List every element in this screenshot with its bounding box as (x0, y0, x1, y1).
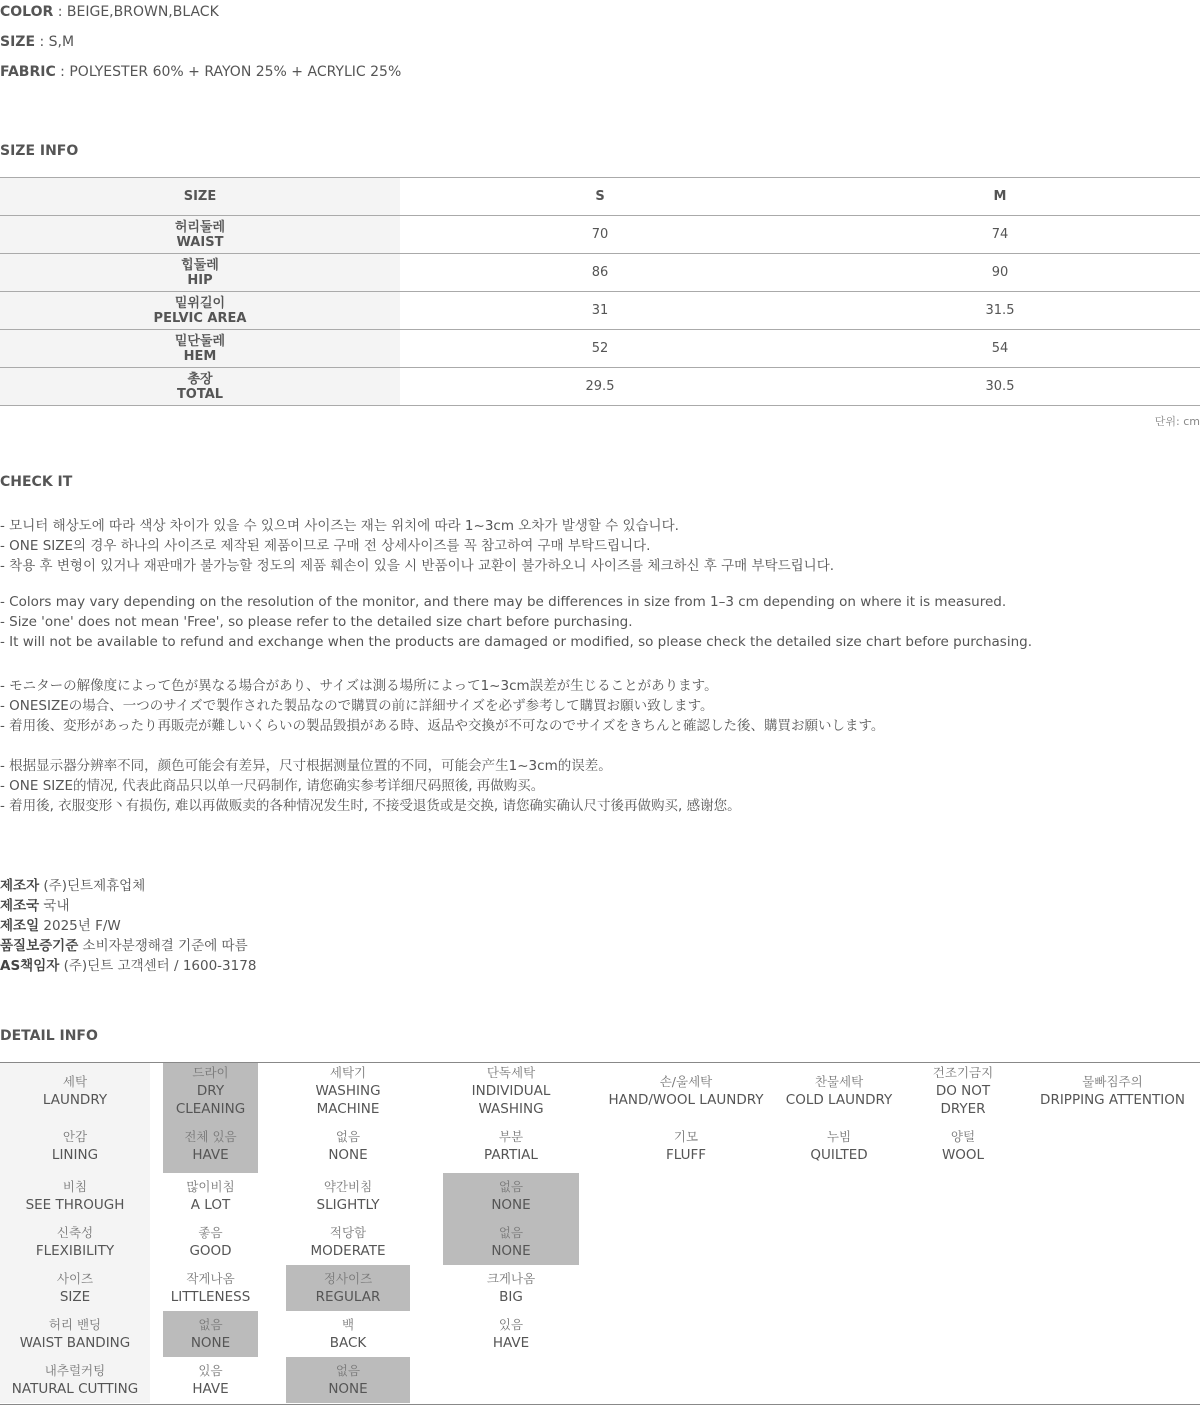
detail-option-kr: 세탁기 (329, 1064, 367, 1080)
maker-label: 제조일 (0, 918, 40, 934)
detail-option-kr: 좋음 (198, 1225, 223, 1240)
detail-row-label (0, 1311, 150, 1357)
check-it-title: CHECK IT (0, 474, 73, 490)
detail-option-en: PARTIAL (484, 1146, 538, 1163)
spec-size (0, 34, 74, 50)
detail-option (783, 1063, 895, 1118)
check-line: - ONE SIZE的情况, 代表此商品只以单一尺码制作, 请您确实参考详细尺码照後, 再做购买。 (0, 778, 545, 794)
unit-note: 단위: cm (1154, 415, 1200, 428)
measure-kr: 밑위길이 (174, 295, 226, 311)
measure-value: 86 (400, 254, 800, 292)
maker-line (0, 914, 121, 934)
detail-option-kr: 정사이즈 (323, 1271, 373, 1286)
spec-fabric (0, 64, 401, 80)
detail-option (163, 1063, 258, 1118)
detail-label-kr: 세탁 (62, 1073, 88, 1089)
measure-label (0, 216, 400, 254)
check-line: - Size 'one' does not mean 'Free', so please refer to the detailed size chart before purchasing. (0, 614, 633, 630)
detail-option-kr: 없음 (335, 1363, 361, 1378)
spec-label: COLOR (0, 4, 54, 20)
detail-option-en: HAVE (492, 1335, 530, 1351)
size-col-s: S (400, 178, 800, 216)
check-line: - モニターの解像度によって色が異なる場合があり、サイズは測る場所によって1~3cm誤差が生じることがあります。 (0, 678, 718, 694)
check-line: - 着用後、変形があったり再販売が難しいくらいの製品毀損がある時、返品や交換が不可なのでサイズをきちんと確認した後、購買お願いします。 (0, 718, 885, 734)
measure-label (0, 368, 400, 406)
detail-option-en: INDIVIDUAL WASHING (471, 1082, 551, 1117)
detail-option-kr: 없음 (198, 1317, 223, 1332)
spec-color (0, 4, 219, 20)
measure-kr: 힙둘레 (181, 257, 219, 273)
detail-option-kr: 양털 (950, 1128, 976, 1144)
detail-option-en: SLIGHTLY (316, 1197, 380, 1213)
check-line: - 着用後, 衣服变形丶有损伤, 难以再做贩卖的各种情况发生时, 不接受退货或是交换, 请您确实确认尺寸後再做购买, 感谢您。 (0, 798, 741, 814)
size-col-m: M (800, 178, 1200, 216)
measure-kr: 총장 (187, 371, 213, 387)
maker-value: (주)딘트 고객센터 / 1600-3178 (59, 958, 257, 974)
detail-option (600, 1063, 772, 1118)
detail-label-kr: 내추럴커팅 (44, 1363, 106, 1378)
detail-option (163, 1118, 258, 1173)
size-info-title: SIZE INFO (0, 143, 79, 159)
detail-grid (0, 1062, 1200, 1405)
detail-option (443, 1118, 579, 1173)
table-row (0, 368, 1200, 406)
detail-option-en: DO NOT DRYER (935, 1082, 991, 1117)
table-row (0, 330, 1200, 368)
table-row (0, 216, 1200, 254)
detail-option (286, 1173, 410, 1219)
maker-line (0, 934, 248, 954)
maker-value: 국내 (39, 898, 70, 914)
detail-row-label (0, 1063, 150, 1118)
detail-option-kr: 단독세탁 (486, 1064, 536, 1080)
size-table-header (0, 178, 1200, 216)
maker-value: 소비자분쟁해결 기준에 따름 (78, 938, 248, 954)
detail-option-en: NONE (328, 1146, 368, 1163)
detail-option-kr: 전체 있음 (184, 1128, 237, 1144)
detail-option (163, 1219, 258, 1265)
check-line: - ONE SIZE의 경우 하나의 사이즈로 제작된 제품이므로 구매 전 상세사이즈를 꼭 참고하여 구매 부탁드립니다. (0, 538, 651, 554)
check-line: - It will not be available to refund and exchange when the products are damaged or modified, so please check the detailed size chart before purchasing. (0, 634, 1032, 650)
detail-option-kr: 많이비침 (186, 1179, 235, 1194)
detail-option (443, 1219, 579, 1265)
size-table (0, 177, 1200, 406)
detail-option (286, 1219, 410, 1265)
detail-option-en: WOOL (941, 1146, 985, 1163)
measure-label (0, 292, 400, 330)
maker-value: 2025년 F/W (39, 918, 121, 934)
detail-option-kr: 기모 (673, 1128, 699, 1144)
measure-value: 74 (800, 216, 1200, 254)
spec-label: SIZE (0, 34, 36, 50)
detail-label-kr: 허리 밴딩 (48, 1317, 102, 1332)
detail-option-en: REGULAR (315, 1289, 381, 1305)
detail-option (443, 1265, 579, 1311)
detail-option (286, 1063, 410, 1118)
detail-option-kr: 찬물세탁 (814, 1073, 864, 1089)
detail-option-en: FLUFF (665, 1146, 707, 1163)
detail-label-en: SIZE (59, 1289, 91, 1305)
detail-option-kr: 약간비침 (323, 1179, 373, 1194)
detail-option-en: DRY CLEANING (175, 1082, 246, 1117)
detail-option-kr: 부분 (498, 1128, 524, 1144)
detail-option-en: BIG (499, 1289, 523, 1305)
check-line: - ONESIZEの場合、一つのサイズで製作された製品なので購買の前に詳細サイズを必ず参考して購買お願い致します。 (0, 698, 714, 714)
detail-option-en: HAVE (192, 1381, 229, 1397)
detail-option-en: NONE (190, 1335, 231, 1351)
detail-label-kr: 신축성 (56, 1225, 94, 1240)
detail-option (286, 1357, 410, 1403)
measure-value: 30.5 (800, 368, 1200, 406)
detail-info-title: DETAIL INFO (0, 1028, 98, 1044)
detail-label-kr: 사이즈 (56, 1271, 94, 1286)
table-row (0, 254, 1200, 292)
detail-option-en: A LOT (190, 1197, 231, 1213)
detail-option-en: HAVE (192, 1146, 229, 1163)
detail-option-kr: 크게나옴 (486, 1271, 536, 1286)
size-header-label: SIZE (0, 178, 400, 216)
detail-label-en: LAUNDRY (42, 1091, 108, 1108)
detail-option (443, 1311, 579, 1357)
measure-en: WAIST (176, 234, 224, 250)
spec-value: : S,M (35, 34, 75, 50)
detail-option-kr: 손/울세탁 (659, 1073, 713, 1089)
measure-en: PELVIC AREA (153, 310, 247, 326)
maker-line (0, 874, 145, 894)
detail-option-kr: 없음 (335, 1128, 361, 1144)
measure-kr: 허리둘레 (174, 219, 226, 235)
table-row (0, 292, 1200, 330)
detail-option (163, 1311, 258, 1357)
detail-option (286, 1311, 410, 1357)
detail-option-kr: 있음 (198, 1363, 223, 1378)
detail-option (163, 1173, 258, 1219)
detail-option (443, 1173, 579, 1219)
measure-en: TOTAL (176, 386, 224, 402)
maker-label: AS책임자 (0, 958, 60, 974)
measure-value: 54 (800, 330, 1200, 368)
detail-option-en: WASHING MACHINE (315, 1082, 381, 1117)
detail-row-label (0, 1118, 150, 1173)
measure-label (0, 254, 400, 292)
detail-option-kr: 드라이 (192, 1064, 229, 1080)
spec-value: : BEIGE,BROWN,BLACK (53, 4, 219, 20)
detail-option-en: LITTLENESS (170, 1289, 251, 1305)
check-line: - 착용 후 변형이 있거나 재판매가 불가능할 정도의 제품 훼손이 있을 시 반품이나 교환이 불가하오니 사이즈를 체크하신 후 구매 부탁드립니다. (0, 558, 835, 574)
detail-option-kr: 누빔 (826, 1128, 852, 1144)
detail-label-kr: 안감 (62, 1128, 88, 1144)
detail-option-en: DRIPPING ATTENTION (1040, 1091, 1185, 1108)
detail-row-label (0, 1173, 150, 1219)
measure-en: HIP (187, 272, 213, 288)
detail-option-en: BACK (329, 1335, 367, 1351)
detail-option-kr: 있음 (498, 1317, 524, 1332)
detail-option (286, 1118, 410, 1173)
detail-option-kr: 없음 (498, 1179, 524, 1194)
detail-row-label (0, 1357, 150, 1403)
measure-label (0, 330, 400, 368)
detail-option (783, 1118, 895, 1173)
detail-option-kr: 적당함 (329, 1225, 367, 1240)
detail-label-en: FLEXIBILITY (35, 1243, 115, 1259)
measure-value: 31 (400, 292, 800, 330)
detail-label-kr: 비침 (62, 1179, 88, 1194)
maker-line (0, 894, 70, 914)
detail-row-label (0, 1219, 150, 1265)
detail-label-en: NATURAL CUTTING (11, 1381, 139, 1397)
detail-label-en: WAIST BANDING (19, 1335, 131, 1351)
detail-option-en: NONE (328, 1381, 368, 1397)
measure-value: 90 (800, 254, 1200, 292)
detail-option (1025, 1063, 1200, 1118)
measure-value: 31.5 (800, 292, 1200, 330)
check-line: - 모니터 해상도에 따라 색상 차이가 있을 수 있으며 사이즈는 재는 위치에 따라 1~3cm 오차가 발생할 수 있습니다. (0, 518, 679, 534)
maker-label: 제조자 (0, 878, 40, 894)
detail-option-en: COLD LAUNDRY (785, 1091, 893, 1108)
detail-option (163, 1357, 258, 1403)
detail-option (286, 1265, 410, 1311)
measure-value: 52 (400, 330, 800, 368)
measure-en: HEM (183, 348, 217, 364)
detail-label-en: LINING (51, 1146, 99, 1163)
detail-option-kr: 작게나옴 (186, 1271, 235, 1286)
detail-option (913, 1118, 1013, 1173)
detail-option-en: GOOD (189, 1243, 232, 1259)
detail-option-kr: 건조기금지 (932, 1064, 994, 1080)
detail-option-en: MODERATE (310, 1243, 386, 1259)
detail-row-label (0, 1265, 150, 1311)
detail-option-en: NONE (491, 1197, 531, 1213)
spec-value: : POLYESTER 60% + RAYON 25% + ACRYLIC 25% (55, 64, 402, 80)
detail-option (443, 1063, 579, 1118)
maker-line (0, 954, 256, 974)
measure-value: 29.5 (400, 368, 800, 406)
check-line: - Colors may vary depending on the resolution of the monitor, and there may be differences in size from 1–3 cm depending on where it is measured. (0, 594, 1007, 610)
detail-option-en: QUILTED (810, 1146, 868, 1163)
maker-value: (주)딘트제휴업체 (39, 878, 146, 894)
measure-value: 70 (400, 216, 800, 254)
check-line: - 根据显示器分辨率不同，颜色可能会有差异，尺寸根据测量位置的不同，可能会产生1~3cm的误差。 (0, 758, 612, 774)
detail-option (600, 1118, 772, 1173)
detail-option-kr: 백 (341, 1317, 355, 1332)
detail-option-en: NONE (491, 1243, 531, 1259)
detail-option (163, 1265, 258, 1311)
maker-label: 품질보증기준 (0, 938, 79, 954)
measure-kr: 밑단둘레 (174, 333, 226, 349)
detail-option-kr: 없음 (498, 1225, 524, 1240)
detail-option-kr: 물빠짐주의 (1082, 1073, 1143, 1089)
spec-label: FABRIC (0, 64, 56, 80)
detail-label-en: SEE THROUGH (25, 1197, 125, 1213)
maker-label: 제조국 (0, 898, 40, 914)
detail-option-en: HAND/WOOL LAUNDRY (608, 1091, 764, 1108)
detail-option (913, 1063, 1013, 1118)
